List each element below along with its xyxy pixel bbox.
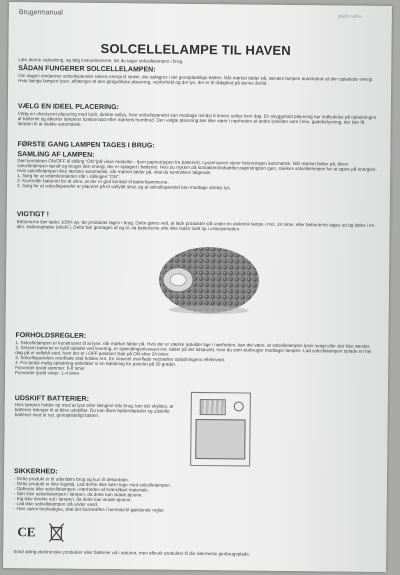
section-heading-how: SÅDAN FUNGERER SOLCELLELAMPEN: <box>18 65 156 74</box>
battery-diagram <box>190 392 251 467</box>
page-title: SOLCELLELAMPE TIL HAVEN <box>100 40 292 58</box>
section-heading-safety: SIKKERHED: <box>14 468 58 476</box>
section-heading-placement: VÆLG EN IDEEL PLACERING: <box>17 103 119 112</box>
section-body-how: Om dagen omdanner solcellepanelet solens energi til strøm, der oplagres i det genopladelige batteri. Når mørket falder på, tændes lampen automatisk af den opladede energi. Hvor længe lampen lyser, afhænger af den geografiske placering, vejrforhold og det lys, der er til rådighed på denne årstid. <box>18 73 374 86</box>
section-heading-precautions: FORHOLDSREGLER: <box>15 332 87 340</box>
hedgehog-lamp-image <box>156 240 263 317</box>
section-heading-first-use: FØRSTE GANG LAMPEN TAGES I BRUG: <box>17 141 155 150</box>
intro-text: Læs denne vejledning, og følg instruktionerne, før du tager solcellelampen i brug. <box>18 57 184 64</box>
section-body-assembly: Sæt kontakten ON/OFF til stilling "ON"(på visse modeller - fjern papirstrippen fra batteriet). Lyssensoren styrer belysningen automatisk. Når mørket falder på, bliver solcellelampen tændt og bruger den energi, der er oplagret i batteriet. Hvis du trykker på kontakten/indsætter papirstrippen igen, slukkes solcellelampen for at spare på energien. Hvis solcellelampen ikke tændes automatisk, når mørket falder på, skal du kontrollere følgende: 1. Sørg for at strømkontakten står i stillingen "ON". 2. Kontrollér batteriet for at sikre, at der er god kontakt til batterikammerne. 3. Sørg for at solcellepanelet er placeret på et solfyldt sted, og at solcellepanelet kan modtage direkte lys. <box>17 158 377 191</box>
manual-page <box>3 2 392 572</box>
header-left: Brugermanual <box>18 9 63 17</box>
ce-mark: CE <box>17 524 36 540</box>
section-body-precautions: 1. Solcellelampen er konstrueret til at lyse, når mørket falder på. Hvis der er stærke lyskilder lige i nærheden, kan det være, at solcellelampen lyser svagt eller slet ikke tænder. 2. Selvom batteriet er fuldt opladet ved levering, er spændingsniveauet evt. faldet på det tidspunkt, hvor du som slutbruger modtager lampen. Lad solcellelampen oplade en hel dag på et solfyldt sted, hvor der er i OFF position! Sæt på ON efter 24 timer. 3. Solcellepanelets overflade skal holdes ren. En snavset overflade nedsætter opladningens effektivitet. 4. For bedst mulig opladning anbefaler vi en hældning for panelet på 30 grader. Forventet lystid sommer: 6-8 timer Forventet lystid vinter: 1-4 timer <box>15 340 372 376</box>
switch-shape <box>234 401 244 411</box>
solar-panel-shape <box>200 399 226 415</box>
section-body-important: Batterierne bør lades 100% op, før produktet tages i brug. Dette gøres ved, at lade produktet stå under en elektrisk lampe i min. 24 timer, eller batterierne tages ud og lades i en alm. batterioplader (ekskl.). Dette bør gentages af og til, da batterierne ofte ikke lades fuldt op i vinterperioden. <box>16 219 375 232</box>
crossed-bin-icon <box>47 522 65 542</box>
section-body-batteries: Hvis lampen holder op med at lyse efter længere tids brug, kan det skyldes, at batteriet trænger til at blive udskiftet. Du kan åbne batteridækslet og udskifte batteriet med et nyt, genopladeligt batteri. <box>14 402 174 418</box>
battery-compartment-shape <box>195 419 245 460</box>
section-body-placement: Vælg en uforstyrret placering med fuldt, direkte sollys, hvor solcellepanelet kan modtage mindst 6 timers sollys hver dag. En skyggefuld placering har indflydelse på opladningen af batteriet og afkorter lampens funktionstid efter mørkets frembrud. Den valgte placering bør ikke være i nærheden af andre lyskilder som f.eks. gadebelysning, der kan få lampen til at slukke automatisk. <box>17 111 377 127</box>
section-heading-batteries: UDSKIFT BATTERIER: <box>14 395 90 403</box>
section-heading-important: VIGTIGT ! <box>16 211 50 219</box>
section-heading-assembly: SAMLING AF LAMPEN: <box>17 151 95 159</box>
section-body-safety: - Dette produkt er til udendørs brug og kun til dekoration. - Dette produkt er ikke legetøj. Lad derfor ikke børn lege med solcellelampen. - Opbevar ikke solcellelampen i nærheden af brændbart materiale. - Sæt ikke solcellelampen i lampen, da dette kan skade øjnene. - Kig ikke direkte ind i lampen, da dette kan skade øjnene. - Lad ikke solcellelampen stå under vand. - Hvis varen beskadiges, skal det bortskaffes i henhold til gældende regler. <box>13 476 171 513</box>
footer-disposal-note: Smid aldrig elektroniske produkter eller batterier ud i naturen, men aflevér produktet til din nærmeste genbrugsplads. <box>13 549 250 557</box>
compliance-marks <box>17 522 87 543</box>
header-right: gbaldi møbler <box>337 13 362 19</box>
